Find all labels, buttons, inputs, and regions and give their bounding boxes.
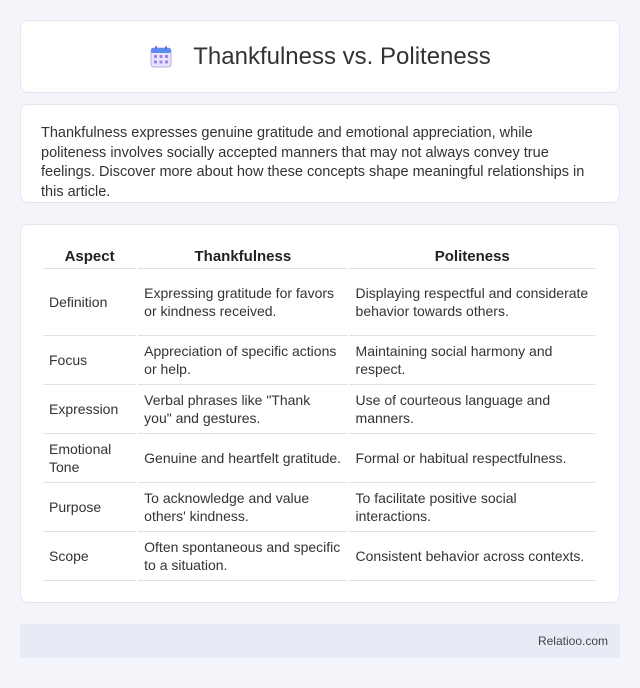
table-cell-aspect: Focus [43,336,136,385]
table-row [43,385,595,434]
comparison-table [41,245,597,581]
table-cell-thankfulness: Often spontaneous and specific to a situation. [138,532,347,581]
column-header-thankfulness: Thankfulness [138,245,347,269]
table-row [43,269,595,336]
table-cell-aspect: Purpose [43,483,136,532]
table-cell-thankfulness: Appreciation of specific actions or help. [138,336,347,385]
table-cell-politeness: Maintaining social harmony and respect. [350,336,595,385]
table-header-row [43,245,595,269]
table-row [43,532,595,581]
table-cell-aspect: Definition [43,269,136,336]
table-row [43,434,595,483]
table-cell-politeness: To facilitate positive social interactions. [350,483,595,532]
table-cell-politeness: Formal or habitual respectfulness. [350,434,595,483]
table-row [43,483,595,532]
table-cell-thankfulness: To acknowledge and value others' kindness. [138,483,347,532]
table-cell-thankfulness: Genuine and heartfelt gratitude. [138,434,347,483]
table-cell-aspect: Expression [43,385,136,434]
table-cell-politeness: Displaying respectful and considerate behavior towards others. [350,269,595,336]
table-cell-aspect: Scope [43,532,136,581]
footer [20,624,620,658]
page-title: Thankfulness vs. Politeness [193,42,491,70]
table-cell-aspect: Emotional Tone [43,434,136,483]
table-row [43,336,595,385]
footer-brand: Relatioo.com [537,634,608,648]
calendar-icon [149,45,173,69]
table-cell-thankfulness: Verbal phrases like "Thank you" and gestures. [138,385,347,434]
column-header-aspect: Aspect [43,245,136,269]
table-cell-politeness: Consistent behavior across contexts. [350,532,595,581]
comparison-table-card [20,224,620,603]
intro-text: Thankfulness expresses genuine gratitude and emotional appreciation, while politeness involves socially accepted manners that may not always convey true feelings. Discover more about how these concepts shape meaningful relationships in this article. [41,125,585,200]
intro-card [20,104,620,203]
column-header-politeness: Politeness [350,245,595,269]
title-card [20,20,620,93]
table-cell-thankfulness: Expressing gratitude for favors or kindness received. [138,269,347,336]
table-cell-politeness: Use of courteous language and manners. [350,385,595,434]
